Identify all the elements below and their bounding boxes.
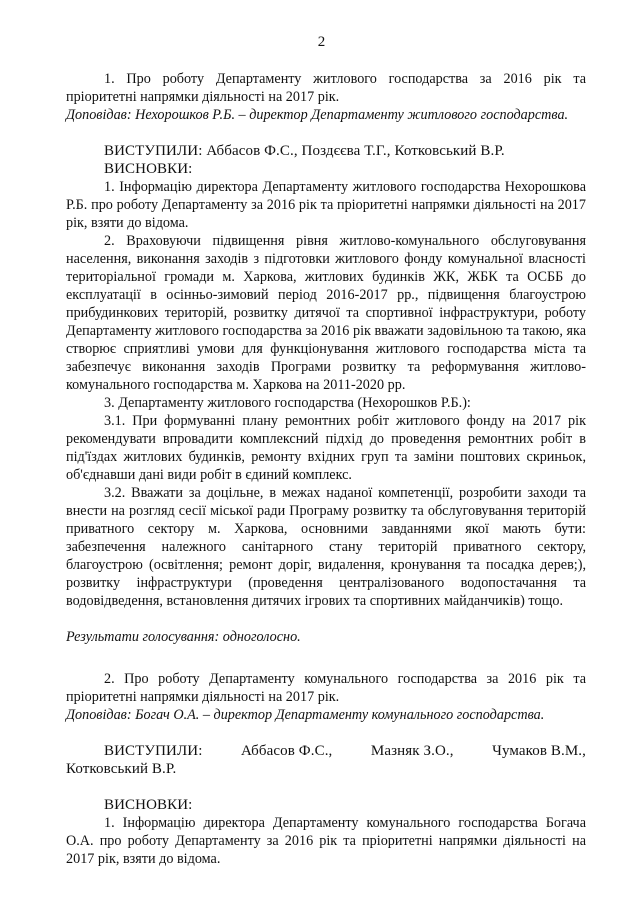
item-2-speaker-4: Котковський В.Р. (66, 761, 177, 777)
item-2-speakers (66, 742, 586, 760)
item-2-speaker-1: Аббасов Ф.С., (241, 743, 333, 759)
item-2-conclusions-heading: ВИСНОВКИ: (104, 797, 193, 813)
item-2-reporter: Доповідав: Богач О.А. – директор Департаменту комунального господарства. (66, 707, 545, 723)
document-body (66, 70, 586, 868)
item-1-conclusion-3-1: 3.1. При формуванні плану ремонтних робіт житлового фонду на 2017 рік рекомендувати впровадити комплексний підхід до проведення ремонтних робіт в під'їздах житлових будинків, ремонту вхідних груп та заміни поштових скриньок, об'єднавши дані види робіт в єдиний комплекс. (66, 413, 586, 483)
item-1-conclusion-1: 1. Інформацію директора Департаменту житлового господарства Нехорошкова Р.Б. про роботу Департаменту за 2016 рік та пріоритетні напрямки діяльності на 2017 рік, взяти до відома. (66, 179, 586, 231)
page-number: 2 (317, 34, 326, 50)
item-2-speakers-label: ВИСТУПИЛИ: (104, 743, 203, 759)
item-1-vote-result: Результати голосування: одноголосно. (66, 629, 301, 645)
agenda-item-2 (66, 670, 586, 868)
item-1-conclusion-3-2: 3.2. Вважати за доцільне, в межах наданої компетенції, розробити заходи та внести на розгляд сесії міської ради Програму розвитку та обслуговування територій приватного сектору м. Харкова, основними завданнями якої мають бути: забезпечення належного санітарного стану територій приватного сектору, благоустрою (освітлення; ремонт доріг, видалення, кронування та посадка дерев;), розвитку інфраструктури (проведення централізованого водопостачання та водовідведення, встановлення дитячих ігрових та спортивних майданчиків) тощо. (66, 485, 586, 609)
item-1-title: 1. Про роботу Департаменту житлового господарства за 2016 рік та пріоритетні напрямки діяльності на 2017 рік. (66, 71, 586, 105)
item-1-speakers: ВИСТУПИЛИ: Аббасов Ф.С., Поздєєва Т.Г., Котковський В.Р. (104, 143, 505, 159)
item-1-conclusion-3: 3. Департаменту житлового господарства (Нехорошков Р.Б.): (104, 395, 471, 411)
item-2-title: 2. Про роботу Департаменту комунального господарства за 2016 рік та пріоритетні напрямки діяльності на 2017 рік. (66, 671, 586, 705)
item-1-conclusions-heading: ВИСНОВКИ: (104, 161, 193, 177)
item-1-conclusion-2: 2. Враховуючи підвищення рівня житлово-комунального обслуговування населення, виконання заходів з підготовки житлового фонду комунальної власності територіальної громади м. Харкова, житлових будинків ЖК, ЖБК та ОСББ до експлуатації в осінньо-зимовий період 2016-2017 рр., підвищення благоустрою прибудинкових територій, розвитку дитячої та спортивної інфраструктури, роботу Департаменту житлового господарства за 2016 рік вважати задовільною та такою, яка створює сприятливі умови для функціонування житлового господарства міста та забезпечує виконання заходів Програми розвитку та реформування житлово-комунального господарства м. Харкова на 2011-2020 рр. (66, 233, 586, 393)
item-2-speaker-2: Мазняк З.О., (370, 743, 454, 759)
agenda-item-1 (66, 70, 586, 646)
item-1-reporter: Доповідав: Нехорошков Р.Б. – директор Департаменту житлового господарства. (66, 107, 569, 123)
item-2-speaker-3: Чумаков В.М., (492, 743, 586, 759)
item-2-conclusion-1: 1. Інформацію директора Департаменту комунального господарства Богача О.А. про роботу Департаменту за 2016 рік та пріоритетні напрямки діяльності на 2017 рік, взяти до відома. (66, 815, 586, 867)
